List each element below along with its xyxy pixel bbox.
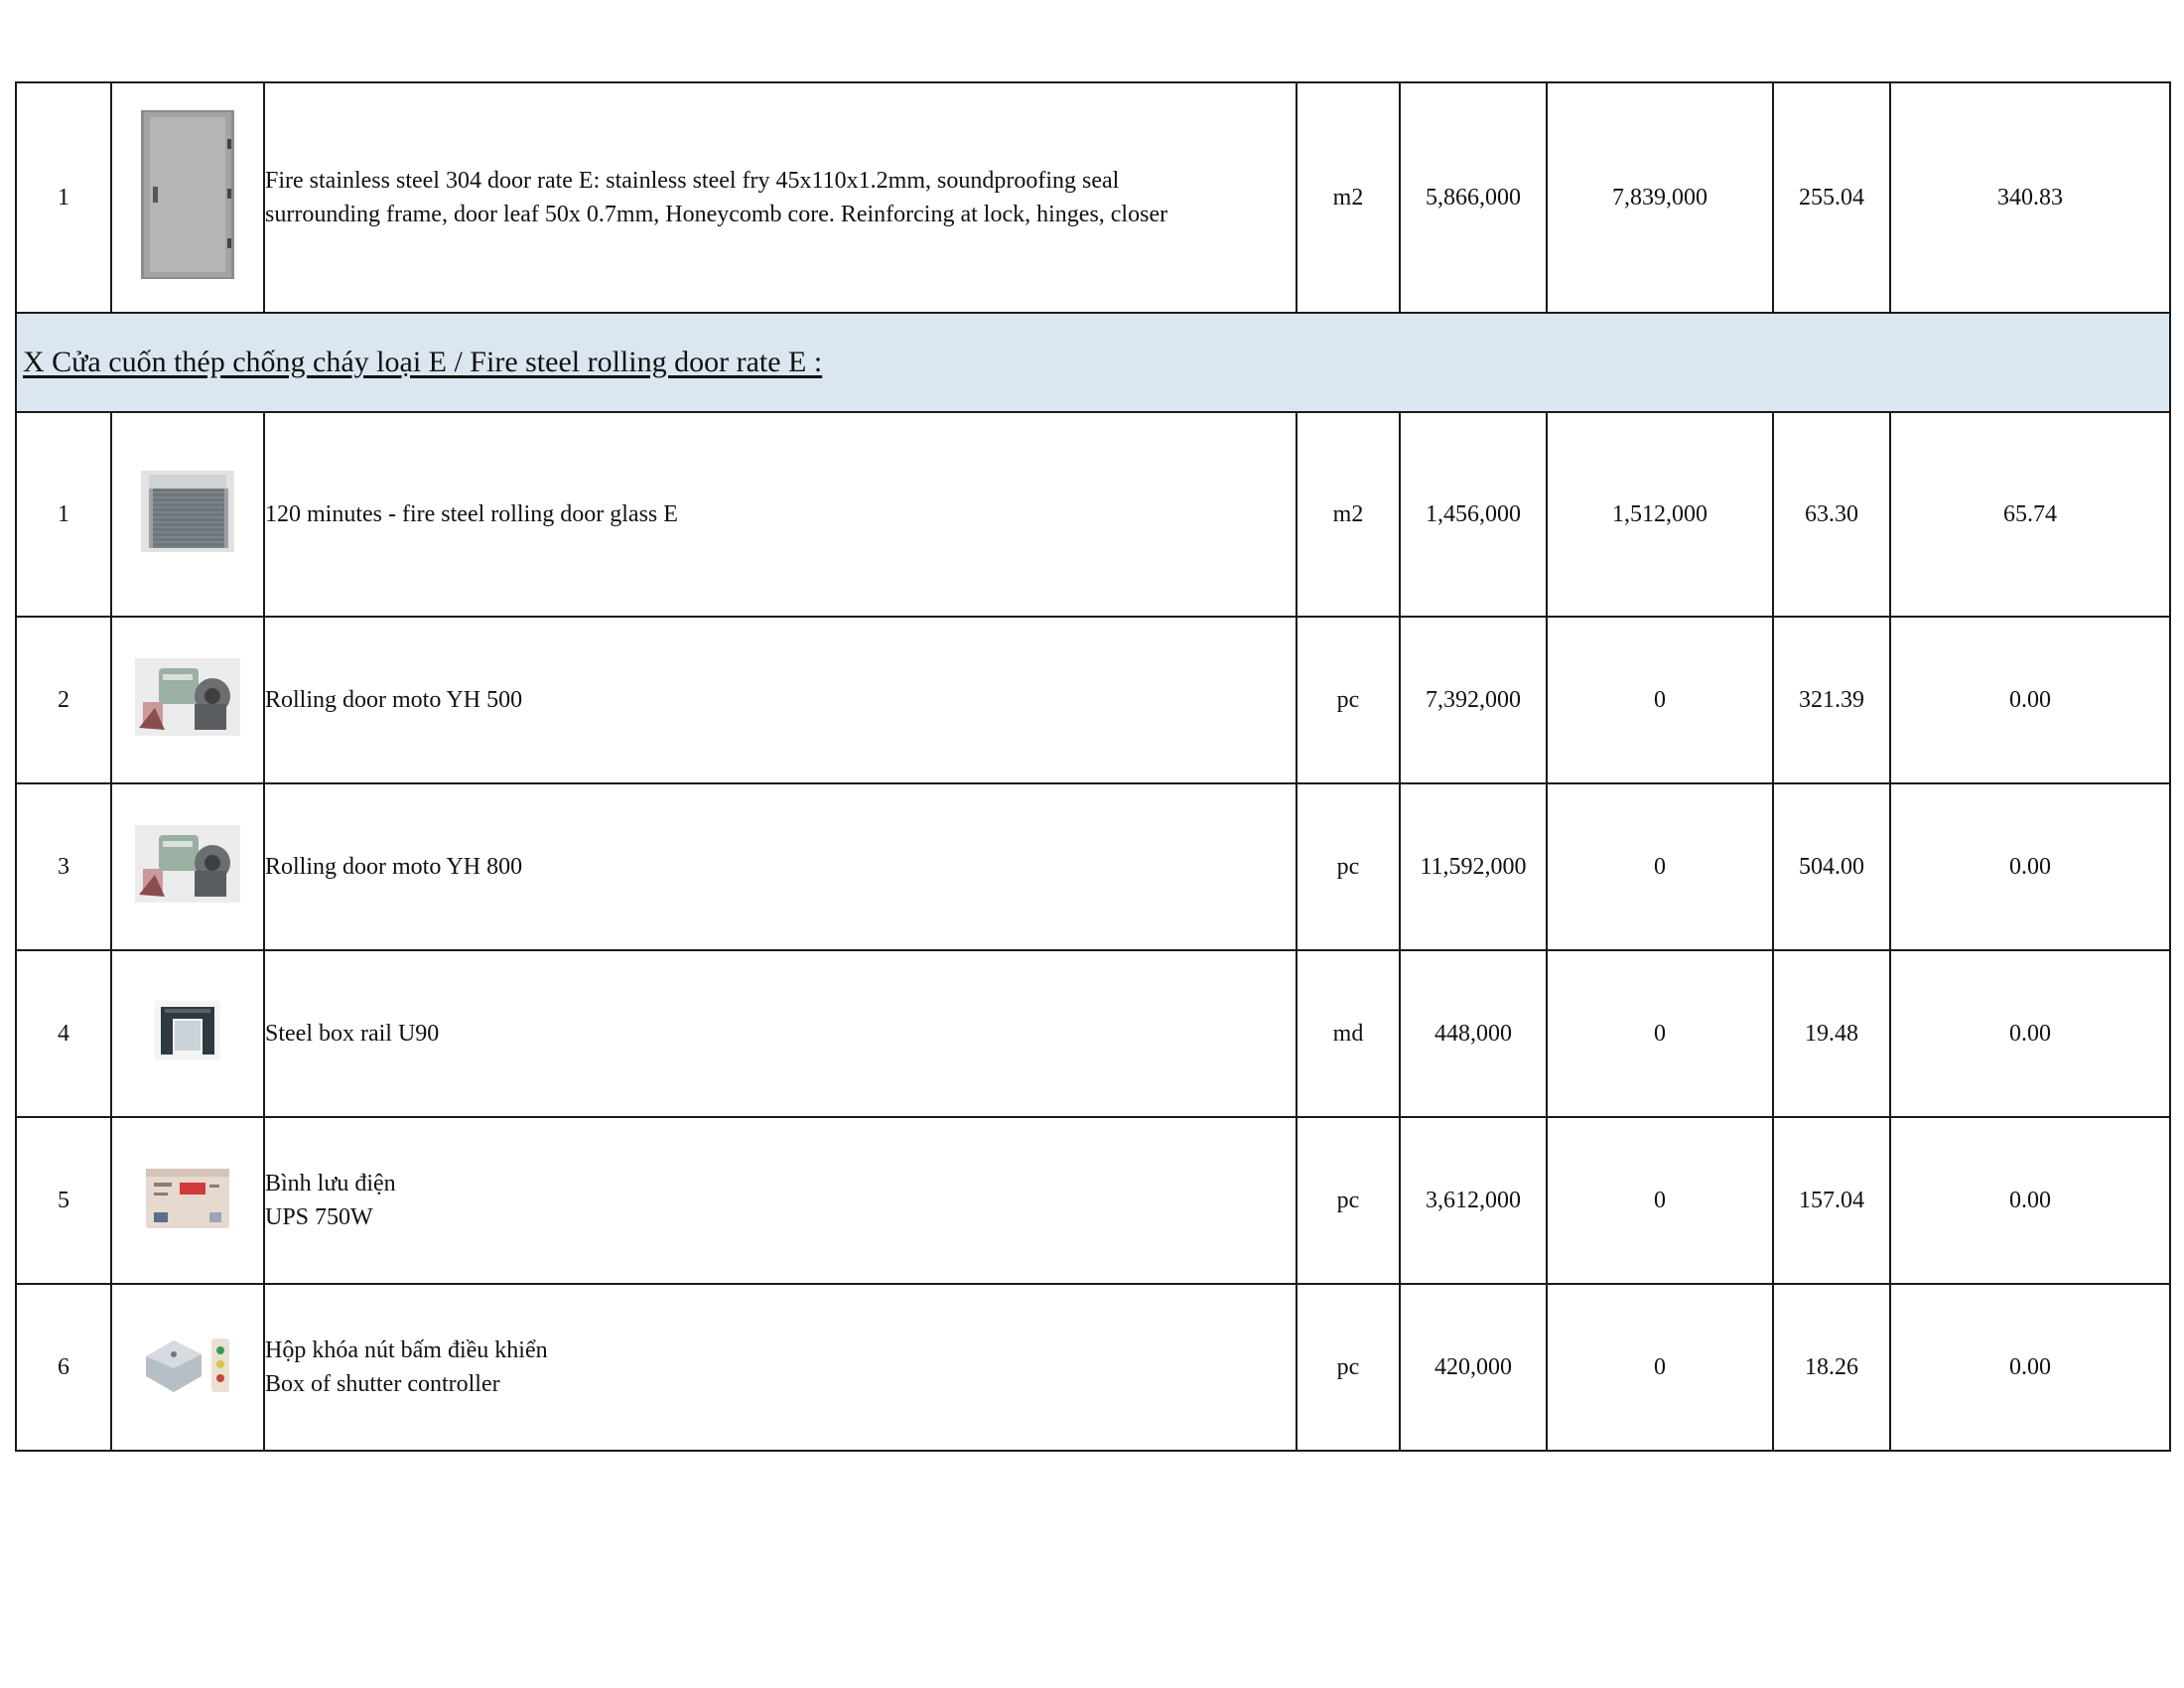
price-usd-cell: 63.30 — [1773, 412, 1890, 617]
ups-battery-icon — [144, 1163, 231, 1239]
item-description-cell — [264, 82, 1297, 313]
price-vnd-alt-cell: 1,512,000 — [1547, 412, 1773, 617]
description-line: Rolling door moto YH 500 — [265, 687, 523, 713]
steel-rail-icon — [155, 1001, 220, 1067]
price-usd-alt-cell: 0.00 — [1890, 617, 2170, 783]
table-row — [16, 412, 2170, 617]
table-row — [16, 950, 2170, 1117]
item-image-cell — [111, 82, 264, 313]
description-line: Hộp khóa nút bấm điều khiển — [265, 1337, 548, 1363]
description-line: 120 minutes - fire steel rolling door glass E — [265, 501, 678, 527]
unit-cell: md — [1297, 950, 1400, 1117]
price-usd-alt-cell: 340.83 — [1890, 82, 2170, 313]
item-number-cell: 5 — [16, 1117, 111, 1284]
description-line: Bình lưu điện — [265, 1171, 396, 1196]
price-vnd-cell: 3,612,000 — [1400, 1117, 1547, 1284]
price-vnd-alt-cell: 0 — [1547, 1117, 1773, 1284]
price-vnd-alt-cell: 0 — [1547, 617, 1773, 783]
item-number-cell: 1 — [16, 82, 111, 313]
unit-cell: pc — [1297, 1284, 1400, 1451]
unit-cell: m2 — [1297, 412, 1400, 617]
item-number-cell: 3 — [16, 783, 111, 950]
unit-cell: m2 — [1297, 82, 1400, 313]
price-usd-alt-cell: 0.00 — [1890, 1117, 2170, 1284]
price-vnd-cell: 5,866,000 — [1400, 82, 1547, 313]
rolling-door-icon — [141, 471, 234, 559]
door-motor-icon — [135, 658, 240, 743]
stainless-door-icon — [140, 109, 235, 287]
price-vnd-alt-cell: 0 — [1547, 783, 1773, 950]
table-row — [16, 617, 2170, 783]
section-header-row — [16, 313, 2170, 412]
item-description-cell — [264, 617, 1297, 783]
item-image-cell — [111, 412, 264, 617]
item-image-cell — [111, 783, 264, 950]
price-vnd-cell: 1,456,000 — [1400, 412, 1547, 617]
item-description-cell — [264, 412, 1297, 617]
price-usd-alt-cell: 0.00 — [1890, 950, 2170, 1117]
price-vnd-cell: 420,000 — [1400, 1284, 1547, 1451]
item-image-cell — [111, 1117, 264, 1284]
item-number-cell: 1 — [16, 412, 111, 617]
description-line: Box of shutter controller — [265, 1371, 500, 1397]
price-vnd-alt-cell: 7,839,000 — [1547, 82, 1773, 313]
price-usd-alt-cell: 0.00 — [1890, 1284, 2170, 1451]
price-usd-cell: 504.00 — [1773, 783, 1890, 950]
price-usd-cell: 321.39 — [1773, 617, 1890, 783]
price-usd-cell: 157.04 — [1773, 1117, 1890, 1284]
price-vnd-cell: 448,000 — [1400, 950, 1547, 1117]
description-line: UPS 750W — [265, 1204, 373, 1230]
description-line: surrounding frame, door leaf 50x 0.7mm, Honeycomb core. Reinforcing at lock, hinges, closer — [265, 202, 1168, 227]
table-row — [16, 82, 2170, 313]
description-line: Steel box rail U90 — [265, 1021, 440, 1047]
item-image-cell — [111, 617, 264, 783]
description-line: Fire stainless steel 304 door rate E: stainless steel fry 45x110x1.2mm, soundproofing seal — [265, 168, 1120, 194]
item-description-cell — [264, 1117, 1297, 1284]
door-motor-icon — [135, 825, 240, 910]
item-image-cell — [111, 1284, 264, 1451]
price-vnd-alt-cell: 0 — [1547, 1284, 1773, 1451]
quotation-table — [15, 81, 2171, 1452]
table-row — [16, 1284, 2170, 1451]
item-number-cell: 2 — [16, 617, 111, 783]
price-usd-cell: 19.48 — [1773, 950, 1890, 1117]
price-usd-alt-cell: 65.74 — [1890, 412, 2170, 617]
price-vnd-cell: 7,392,000 — [1400, 617, 1547, 783]
price-usd-alt-cell: 0.00 — [1890, 783, 2170, 950]
description-line: Rolling door moto YH 800 — [265, 854, 523, 880]
unit-cell: pc — [1297, 783, 1400, 950]
unit-cell: pc — [1297, 617, 1400, 783]
price-vnd-alt-cell: 0 — [1547, 950, 1773, 1117]
section-title: X Cửa cuốn thép chống cháy loại E / Fire steel rolling door rate E : — [16, 313, 2170, 412]
item-description-cell — [264, 950, 1297, 1117]
price-vnd-cell: 11,592,000 — [1400, 783, 1547, 950]
table-row — [16, 1117, 2170, 1284]
price-usd-cell: 18.26 — [1773, 1284, 1890, 1451]
item-description-cell — [264, 783, 1297, 950]
item-number-cell: 6 — [16, 1284, 111, 1451]
table-row — [16, 783, 2170, 950]
item-description-cell — [264, 1284, 1297, 1451]
item-image-cell — [111, 950, 264, 1117]
item-number-cell: 4 — [16, 950, 111, 1117]
unit-cell: pc — [1297, 1117, 1400, 1284]
price-usd-cell: 255.04 — [1773, 82, 1890, 313]
controller-box-icon — [140, 1333, 235, 1403]
